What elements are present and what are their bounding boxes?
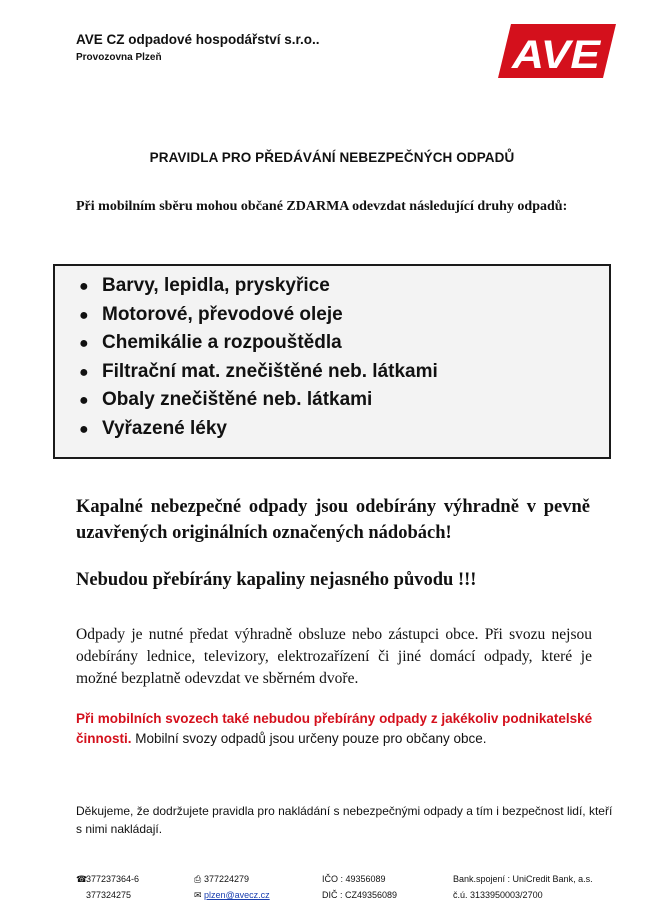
mail-icon: ✉ — [194, 890, 202, 900]
email-link[interactable]: plzen@avecz.cz — [204, 890, 270, 900]
list-item-label: Obaly znečištěné neb. látkami — [102, 389, 373, 410]
list-item — [79, 386, 438, 415]
page-title: PRAVIDLA PRO PŘEDÁVÁNÍ NEBEZPEČNÝCH ODPADŮ — [149, 150, 515, 165]
logo-text: AVE — [510, 33, 602, 77]
bullet-icon: ● — [79, 306, 89, 324]
dic-number: DIČ : CZ49356089 — [322, 890, 398, 900]
company-name: AVE CZ odpadové hospodářství s.r.o.. — [76, 32, 320, 47]
phone-2: 377324275 — [86, 890, 132, 900]
footer-contact — [194, 871, 270, 903]
bullet-icon: ● — [79, 335, 89, 352]
ave-logo — [498, 24, 616, 78]
footer-bank — [453, 871, 593, 903]
footer-ids — [322, 871, 397, 903]
list-item-label: Motorové, převodové oleje — [102, 303, 343, 325]
liquid-warning: Kapalné nebezpečné odpady jsou odebírány výhradně v pevně uzavřených originálních označených nádobách! — [76, 497, 590, 543]
bullet-icon: ● — [79, 392, 89, 409]
intro-text: Při mobilním sběru mohou občané ZDARMA odevzdat následující druhy odpadů: — [76, 199, 568, 214]
bank-name: Bank.spojení : UniCredit Bank, a.s. — [453, 874, 593, 884]
business-waste-note: Mobilní svozy odpadů jsou určeny pouze pro občany obce. — [131, 731, 487, 746]
accepted-waste-box — [53, 264, 611, 459]
list-item-label: Filtrační mat. znečištěné neb. látkami — [102, 360, 438, 382]
bullet-icon: ● — [79, 420, 89, 438]
business-waste-warning: Při mobilních svozech také nebudou přebírány odpady z jakékoliv podnikatelské činnosti. — [76, 711, 593, 746]
bullet-icon: ● — [79, 363, 89, 381]
unknown-liquid-warning: Nebudou přebírány kapaliny nejasného původu !!! — [76, 570, 477, 590]
list-item — [79, 272, 438, 301]
list-item-label: Barvy, lepidla, pryskyřice — [102, 275, 330, 296]
handover-paragraph: Odpady je nutné předat výhradně obsluze nebo zástupci obce. Při svozu nejsou odebírány lednice, televizory, elektrozařízení či jiné domácí odpady, které je možné bezplatně odevzdat ve sběrném dvoře. — [76, 626, 592, 687]
list-item — [79, 358, 438, 387]
list-item — [79, 301, 438, 330]
footer-phones — [76, 871, 139, 903]
phone-1: 377237364-6 — [86, 874, 140, 884]
ico-number: IČO : 49356089 — [322, 874, 386, 884]
list-item-label: Vyřazené léky — [102, 417, 227, 439]
list-item — [79, 329, 438, 358]
branch-name: Provozovna Plzeň — [76, 52, 162, 63]
bullet-icon: ● — [79, 278, 89, 295]
fax-number: 377224279 — [204, 874, 250, 884]
list-item-label: Chemikálie a rozpouštědla — [102, 332, 342, 353]
thanks-note: Děkujeme, že dodržujete pravidla pro nakládání s nebezpečnými odpady a tím i bezpečnost lidí, kteří s nimi nakládají. — [76, 804, 613, 836]
fax-icon: ⎙ — [194, 874, 202, 884]
phone-icon: ☎ — [76, 874, 88, 884]
bank-account: č.ú. 3133950003/2700 — [453, 890, 543, 900]
business-waste-paragraph — [76, 709, 606, 749]
list-item — [79, 415, 438, 444]
